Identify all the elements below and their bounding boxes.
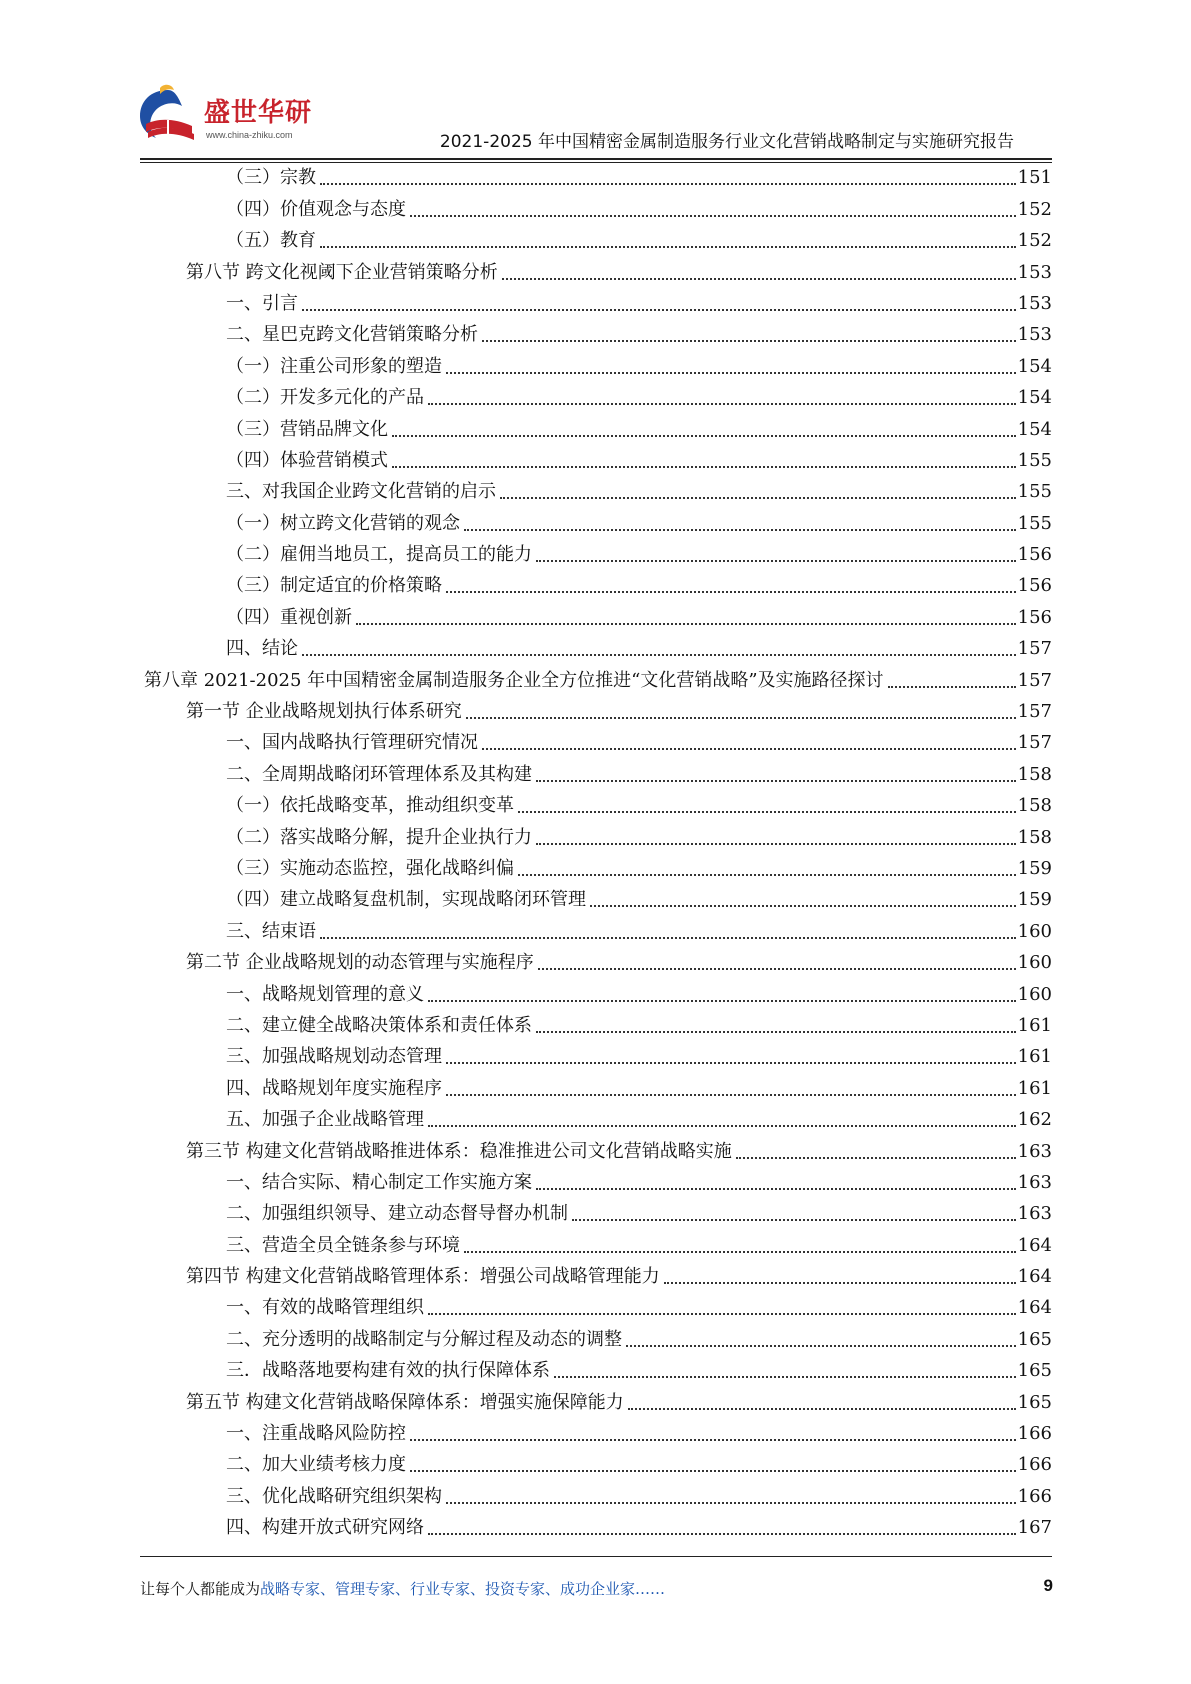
toc-entry-page: 167 bbox=[1017, 1517, 1052, 1539]
toc-dot-leader bbox=[446, 360, 1016, 374]
toc-dot-leader bbox=[446, 1490, 1016, 1504]
toc-entry-page: 163 bbox=[1017, 1171, 1052, 1193]
toc-dot-leader bbox=[518, 862, 1016, 876]
toc-entry-page: 161 bbox=[1017, 1077, 1052, 1099]
toc-entry-title: 一、注重战略风险防控 bbox=[226, 1423, 406, 1445]
toc-entry-page: 164 bbox=[1017, 1266, 1052, 1288]
toc-entry-title: 三、优化战略研究组织架构 bbox=[226, 1485, 442, 1507]
toc-dot-leader bbox=[536, 548, 1016, 562]
toc-dot-leader bbox=[626, 1333, 1016, 1347]
toc-entry[interactable] bbox=[140, 1257, 1052, 1288]
toc-entry-title: 第八节 跨文化视阈下企业营销策略分析 bbox=[186, 261, 498, 283]
report-title: 2021-2025 年中国精密金属制造服务行业文化营销战略制定与实施研究报告 bbox=[439, 132, 1014, 152]
toc-dot-leader bbox=[572, 1207, 1016, 1221]
toc-entry[interactable] bbox=[140, 1163, 1052, 1194]
toc-dot-leader bbox=[446, 1082, 1016, 1096]
toc-entry-title: （二）落实战略分解，提升企业执行力 bbox=[226, 826, 532, 848]
toc-entry-page: 155 bbox=[1017, 481, 1052, 503]
toc-entry-title: 三、对我国企业跨文化营销的启示 bbox=[226, 481, 496, 503]
toc-entry[interactable] bbox=[140, 315, 1052, 346]
toc-entry-title: 一、战略规划管理的意义 bbox=[226, 983, 424, 1005]
toc-dot-leader bbox=[320, 234, 1016, 248]
toc-entry[interactable] bbox=[140, 158, 1052, 189]
toc-dot-leader bbox=[302, 297, 1016, 311]
toc-entry-page: 153 bbox=[1017, 261, 1052, 283]
toc-entry[interactable] bbox=[140, 1414, 1052, 1445]
toc-entry[interactable] bbox=[140, 503, 1052, 534]
toc-entry[interactable] bbox=[140, 535, 1052, 566]
toc-entry[interactable] bbox=[140, 1508, 1052, 1539]
toc-dot-leader bbox=[664, 1270, 1016, 1284]
toc-entry-title: 第二节 企业战略规划的动态管理与实施程序 bbox=[186, 952, 534, 974]
toc-entry[interactable] bbox=[140, 629, 1052, 660]
toc-entry-page: 152 bbox=[1017, 198, 1052, 220]
toc-entry[interactable] bbox=[140, 441, 1052, 472]
toc-entry-page: 164 bbox=[1017, 1234, 1052, 1256]
toc-entry-title: 第五节 构建文化营销战略保障体系：增强实施保障能力 bbox=[186, 1391, 624, 1413]
toc-entry-page: 157 bbox=[1017, 732, 1052, 754]
toc-dot-leader bbox=[320, 925, 1016, 939]
toc-entry[interactable] bbox=[140, 566, 1052, 597]
toc-entry[interactable] bbox=[140, 692, 1052, 723]
toc-dot-leader bbox=[736, 1145, 1016, 1159]
toc-entry[interactable] bbox=[140, 409, 1052, 440]
toc-entry[interactable] bbox=[140, 1351, 1052, 1382]
toc-dot-leader bbox=[356, 611, 1016, 625]
toc-dot-leader bbox=[320, 171, 1016, 185]
toc-entry[interactable] bbox=[140, 1037, 1052, 1068]
toc-entry[interactable] bbox=[140, 1006, 1052, 1037]
toc-dot-leader bbox=[428, 1113, 1016, 1127]
toc-entry-title: 二、建立健全战略决策体系和责任体系 bbox=[226, 1014, 532, 1036]
toc-entry-title: 二、星巴克跨文化营销策略分析 bbox=[226, 324, 478, 346]
toc-entry[interactable] bbox=[140, 346, 1052, 377]
toc-entry-title: 三．战略落地要构建有效的执行保障体系 bbox=[226, 1360, 550, 1382]
toc-dot-leader bbox=[428, 1521, 1016, 1535]
toc-entry-title: （一）注重公司形象的塑造 bbox=[226, 355, 442, 377]
toc-entry-title: 一、结合实际、精心制定工作实施方案 bbox=[226, 1171, 532, 1193]
toc-entry-title: 五、加强子企业战略管理 bbox=[226, 1109, 424, 1131]
toc-dot-leader bbox=[392, 423, 1016, 437]
toc-entry-page: 153 bbox=[1017, 324, 1052, 346]
toc-entry-title: （四）建立战略复盘机制，实现战略闭环管理 bbox=[226, 889, 586, 911]
toc-entry-page: 165 bbox=[1017, 1328, 1052, 1350]
toc-entry-title: 一、国内战略执行管理研究情况 bbox=[226, 732, 478, 754]
toc-dot-leader bbox=[410, 1458, 1016, 1472]
toc-dot-leader bbox=[410, 203, 1016, 217]
toc-entry-title: （一）依托战略变革，推动组织变革 bbox=[226, 795, 514, 817]
toc-dot-leader bbox=[538, 956, 1016, 970]
toc-entry-page: 166 bbox=[1017, 1485, 1052, 1507]
toc-entry-page: 158 bbox=[1017, 763, 1052, 785]
toc-dot-leader bbox=[500, 485, 1016, 499]
toc-dot-leader bbox=[428, 1301, 1016, 1315]
toc-dot-leader bbox=[536, 768, 1016, 782]
logo-text: 盛世华研 bbox=[204, 98, 313, 128]
toc-entry-title: （四）重视创新 bbox=[226, 606, 352, 628]
logo-emblem-icon bbox=[138, 84, 208, 148]
toc-entry[interactable] bbox=[140, 880, 1052, 911]
toc-entry-page: 166 bbox=[1017, 1423, 1052, 1445]
toc-entry-page: 160 bbox=[1017, 952, 1052, 974]
footer-divider bbox=[140, 1556, 1052, 1557]
toc-entry-page: 161 bbox=[1017, 1014, 1052, 1036]
toc-entry-page: 153 bbox=[1017, 292, 1052, 314]
toc-entry-title: 二、充分透明的战略制定与分解过程及动态的调整 bbox=[226, 1328, 622, 1350]
toc-entry[interactable] bbox=[140, 1225, 1052, 1256]
page-footer bbox=[140, 1578, 1040, 1602]
toc-entry-title: 三、结束语 bbox=[226, 920, 316, 942]
toc-entry-page: 156 bbox=[1017, 544, 1052, 566]
toc-entry[interactable] bbox=[140, 1131, 1052, 1162]
toc-dot-leader bbox=[536, 1019, 1016, 1033]
toc-entry-title: 第四节 构建文化营销战略管理体系：增强公司战略管理能力 bbox=[186, 1266, 660, 1288]
toc-entry[interactable] bbox=[140, 974, 1052, 1005]
toc-dot-leader bbox=[502, 266, 1016, 280]
toc-dot-leader bbox=[482, 736, 1016, 750]
toc-dot-leader bbox=[428, 988, 1016, 1002]
toc-entry-title: 四、结论 bbox=[226, 638, 298, 660]
toc-entry[interactable] bbox=[140, 1194, 1052, 1225]
toc-entry-page: 156 bbox=[1017, 575, 1052, 597]
footer-slogan-lead: 让每个人都能成为 bbox=[140, 1580, 261, 1598]
toc-entry-title: 第八章 2021-2025 年中国精密金属制造服务企业全方位推进“文化营销战略”及实施路径探讨 bbox=[144, 669, 884, 691]
toc-entry-page: 164 bbox=[1017, 1297, 1052, 1319]
footer-slogan-roles: 战略专家、管理专家、行业专家、投资专家、成功企业家…… bbox=[260, 1580, 666, 1598]
toc-dot-leader bbox=[446, 1050, 1016, 1064]
toc-entry-title: 一、引言 bbox=[226, 292, 298, 314]
toc-entry[interactable] bbox=[140, 1100, 1052, 1131]
toc-entry-title: 三、营造全员全链条参与环境 bbox=[226, 1234, 460, 1256]
toc-entry-title: （一）树立跨文化营销的观念 bbox=[226, 512, 460, 534]
toc-entry-page: 157 bbox=[1017, 638, 1052, 660]
toc-entry[interactable] bbox=[140, 378, 1052, 409]
toc-dot-leader bbox=[888, 674, 1016, 688]
toc-entry-page: 163 bbox=[1017, 1140, 1052, 1162]
toc-dot-leader bbox=[482, 328, 1016, 342]
toc-dot-leader bbox=[536, 1176, 1016, 1190]
toc-entry[interactable] bbox=[140, 660, 1052, 691]
toc-entry[interactable] bbox=[140, 723, 1052, 754]
toc-entry-page: 154 bbox=[1017, 355, 1052, 377]
toc-dot-leader bbox=[410, 1427, 1016, 1441]
toc-entry-title: （三）实施动态监控，强化战略纠偏 bbox=[226, 857, 514, 879]
toc-entry-title: （三）营销品牌文化 bbox=[226, 418, 388, 440]
toc-entry-page: 160 bbox=[1017, 920, 1052, 942]
toc-entry-page: 154 bbox=[1017, 387, 1052, 409]
toc-entry-title: 二、加大业绩考核力度 bbox=[226, 1454, 406, 1476]
toc-entry-title: 第三节 构建文化营销战略推进体系：稳准推进公司文化营销战略实施 bbox=[186, 1140, 732, 1162]
toc-entry[interactable] bbox=[140, 1445, 1052, 1476]
toc-entry-page: 158 bbox=[1017, 826, 1052, 848]
toc-entry-page: 155 bbox=[1017, 449, 1052, 471]
toc-entry-title: 四、战略规划年度实施程序 bbox=[226, 1077, 442, 1099]
toc-entry-title: （三）制定适宜的价格策略 bbox=[226, 575, 442, 597]
toc-dot-leader bbox=[464, 1239, 1016, 1253]
toc-entry[interactable] bbox=[140, 1382, 1052, 1413]
toc-entry-title: （五）教育 bbox=[226, 230, 316, 252]
page-number: 9 bbox=[1043, 1576, 1053, 1595]
toc-dot-leader bbox=[392, 454, 1016, 468]
toc-entry-page: 158 bbox=[1017, 795, 1052, 817]
toc-dot-leader bbox=[518, 799, 1016, 813]
toc-entry-page: 163 bbox=[1017, 1203, 1052, 1225]
toc-entry-title: 三、加强战略规划动态管理 bbox=[226, 1046, 442, 1068]
toc-entry[interactable] bbox=[140, 221, 1052, 252]
toc-entry-title: 二、加强组织领导、建立动态督导督办机制 bbox=[226, 1203, 568, 1225]
toc-entry-page: 159 bbox=[1017, 889, 1052, 911]
toc-entry-title: （四）价值观念与态度 bbox=[226, 198, 406, 220]
toc-entry-title: 一、有效的战略管理组织 bbox=[226, 1297, 424, 1319]
toc-entry[interactable] bbox=[140, 911, 1052, 942]
toc-entry[interactable] bbox=[140, 1068, 1052, 1099]
toc-entry[interactable] bbox=[140, 754, 1052, 785]
toc-dot-leader bbox=[428, 391, 1016, 405]
toc-entry-page: 157 bbox=[1017, 701, 1052, 723]
toc-entry[interactable] bbox=[140, 1288, 1052, 1319]
toc-dot-leader bbox=[464, 517, 1016, 531]
toc-dot-leader bbox=[628, 1396, 1016, 1410]
toc-entry-page: 159 bbox=[1017, 857, 1052, 879]
logo-url: www.china-zhiku.com bbox=[206, 130, 293, 140]
toc-entry-page: 160 bbox=[1017, 983, 1052, 1005]
toc-entry[interactable] bbox=[140, 284, 1052, 315]
toc-entry-page: 165 bbox=[1017, 1391, 1052, 1413]
toc-entry[interactable] bbox=[140, 472, 1052, 503]
toc-entry-page: 162 bbox=[1017, 1109, 1052, 1131]
toc-dot-leader bbox=[302, 642, 1016, 656]
toc-entry[interactable] bbox=[140, 849, 1052, 880]
toc-entry[interactable] bbox=[140, 943, 1052, 974]
toc-entry[interactable] bbox=[140, 1476, 1052, 1507]
toc-entry-page: 165 bbox=[1017, 1360, 1052, 1382]
toc-entry[interactable] bbox=[140, 817, 1052, 848]
toc-entry-page: 161 bbox=[1017, 1046, 1052, 1068]
toc-entry[interactable] bbox=[140, 1319, 1052, 1350]
toc-entry-page: 157 bbox=[1017, 669, 1052, 691]
table-of-contents bbox=[140, 158, 1052, 1539]
toc-entry-page: 166 bbox=[1017, 1454, 1052, 1476]
toc-entry-title: 二、全周期战略闭环管理体系及其构建 bbox=[226, 763, 532, 785]
toc-entry-title: （三）宗教 bbox=[226, 167, 316, 189]
toc-entry-title: （四）体验营销模式 bbox=[226, 449, 388, 471]
toc-entry-title: （二）雇佣当地员工，提高员工的能力 bbox=[226, 544, 532, 566]
toc-entry-title: 第一节 企业战略规划执行体系研究 bbox=[186, 701, 462, 723]
toc-entry-title: （二）开发多元化的产品 bbox=[226, 387, 424, 409]
toc-dot-leader bbox=[446, 579, 1016, 593]
toc-entry[interactable] bbox=[140, 252, 1052, 283]
toc-entry-page: 155 bbox=[1017, 512, 1052, 534]
toc-entry-page: 154 bbox=[1017, 418, 1052, 440]
toc-dot-leader bbox=[590, 893, 1016, 907]
toc-dot-leader bbox=[466, 705, 1016, 719]
toc-entry-page: 152 bbox=[1017, 230, 1052, 252]
toc-entry[interactable] bbox=[140, 189, 1052, 220]
toc-entry[interactable] bbox=[140, 786, 1052, 817]
toc-entry[interactable] bbox=[140, 597, 1052, 628]
company-logo bbox=[138, 84, 318, 156]
page-header bbox=[0, 0, 1191, 160]
toc-dot-leader bbox=[554, 1364, 1016, 1378]
toc-entry-title: 四、构建开放式研究网络 bbox=[226, 1517, 424, 1539]
toc-entry-page: 151 bbox=[1017, 167, 1052, 189]
toc-entry-page: 156 bbox=[1017, 606, 1052, 628]
toc-dot-leader bbox=[536, 831, 1016, 845]
